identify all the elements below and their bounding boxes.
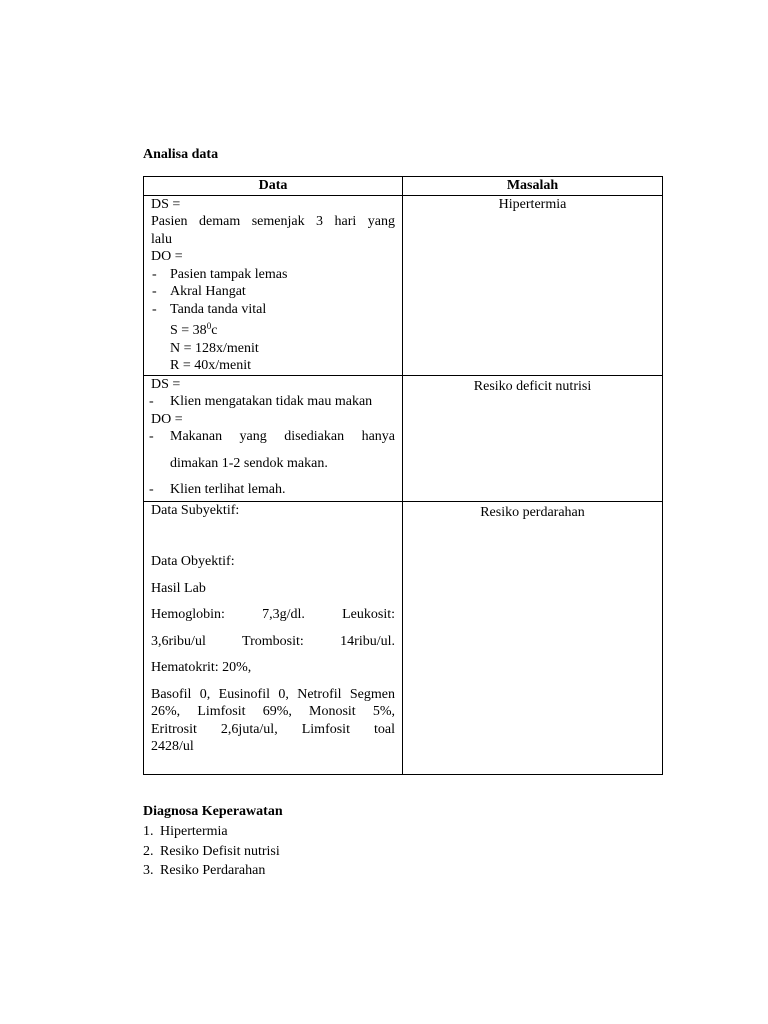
row2-masalah: Resiko deficit nutrisi — [403, 375, 663, 501]
header-data: Data — [144, 177, 403, 196]
list-item: - Akral Hangat — [152, 284, 246, 299]
diagnosa-title: Diagnosa Keperawatan — [143, 804, 283, 819]
row3-lab-para-1: Basofil 0, Eusinofil 0, Netrofil Segmen — [151, 686, 395, 702]
row3-lab-line-2: 3,6ribu/ul Trombosit: 14ribu/ul. — [151, 633, 395, 649]
list-item: - Pasien tampak lemas — [152, 266, 288, 282]
table-row — [144, 375, 663, 501]
table-row — [144, 501, 663, 774]
row3-lab-line-1: Hemoglobin: 7,3g/dl. Leukosit: — [151, 607, 395, 622]
list-item: 1. Hipertermia — [143, 824, 228, 839]
row1-masalah: Hipertermia — [403, 195, 663, 375]
row1-data-cell — [144, 195, 403, 375]
diagnosa-list — [143, 822, 280, 881]
row1-ds-text-1: Pasien demam semenjak 3 hari yang — [151, 214, 395, 229]
row3-masalah: Resiko perdarahan — [403, 501, 663, 774]
row2-do-label: DO = — [151, 411, 183, 427]
row2-do-bullet-1-cont: dimakan 1-2 sendok makan. — [170, 455, 328, 471]
vital-n: N = 128x/menit — [170, 340, 259, 356]
row2-data-cell — [144, 375, 403, 501]
row1-ds-text-2: lalu — [151, 231, 172, 247]
list-item: - Makanan yang disediakan hanya — [149, 429, 395, 444]
analisa-title: Analisa data — [143, 147, 219, 162]
list-item: 2. Resiko Defisit nutrisi — [143, 843, 280, 859]
row2-ds-label: DS = — [151, 376, 181, 392]
row3-lab-para-3: Eritrosit 2,6juta/ul, Limfosit toal — [151, 721, 395, 737]
list-item: 3. Resiko Perdarahan — [143, 863, 266, 878]
row3-hasil-lab: Hasil Lab — [151, 580, 206, 596]
list-item: - Klien mengatakan tidak mau makan — [149, 394, 373, 409]
vital-r: R = 40x/menit — [170, 358, 252, 373]
table-row — [144, 195, 663, 375]
list-item: - Klien terlihat lemah. — [149, 482, 286, 497]
analisa-table — [143, 176, 663, 775]
header-masalah: Masalah — [403, 177, 663, 196]
row3-subyektif: Data Subyektif: — [151, 502, 240, 518]
row3-lab-para-4: 2428/ul — [151, 739, 194, 754]
row3-obyektif: Data Obyektif: — [151, 554, 235, 569]
row3-data-cell — [144, 501, 403, 774]
row1-ds-label: DS = — [151, 196, 181, 212]
row3-lab-line-3: Hematokrit: 20%, — [151, 660, 252, 675]
row1-do-label: DO = — [151, 249, 183, 264]
row3-lab-para-2: 26%, Limfosit 69%, Monosit 5%, — [151, 704, 395, 719]
table-header-row — [144, 177, 663, 196]
list-item: - Tanda tanda vital — [152, 301, 267, 317]
vital-s: $S = 38^0c$ — [170, 321, 218, 338]
